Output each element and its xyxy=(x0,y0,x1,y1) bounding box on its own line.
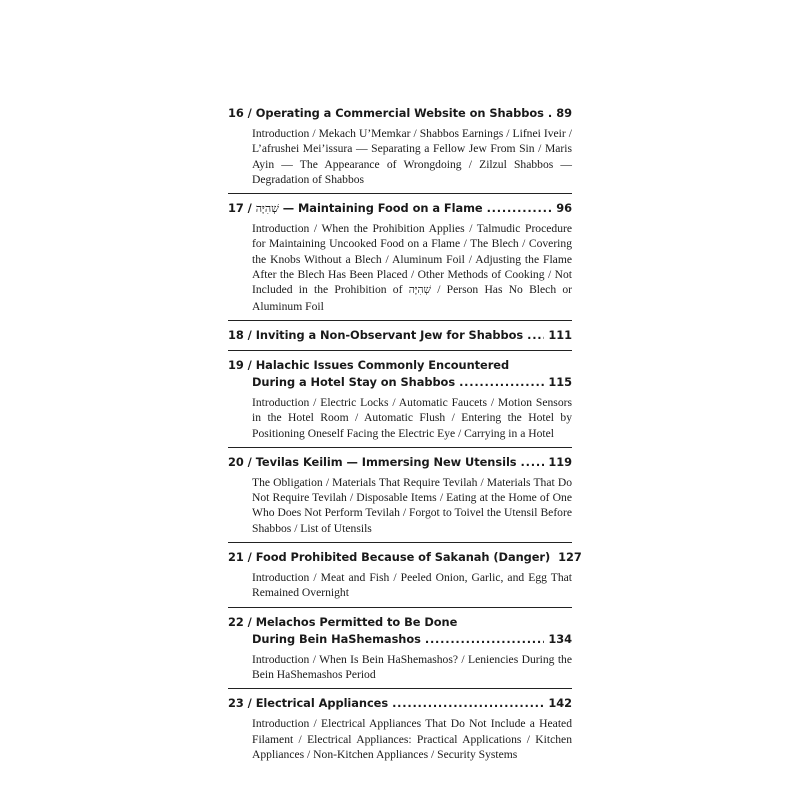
toc-entry-20 xyxy=(228,454,572,536)
chapter-title-line2: During a Hotel Stay on Shabbos xyxy=(252,374,456,389)
toc-entry-22 xyxy=(228,614,572,683)
dot-leader xyxy=(392,695,544,712)
chapter-description: Introduction / Electric Locks / Automatic Faucets / Motion Sensors in the Hotel Room / Automatic Flush / Entering the Hotel by Positioning Oneself Facing the Electric Eye / Carrying in a Hotel xyxy=(252,395,572,440)
chapter-heading[interactable] xyxy=(228,327,572,344)
chapter-heading[interactable] xyxy=(228,357,572,374)
dot-leader xyxy=(527,327,544,344)
description-text: / Person Has No Blech or Aluminum Foil xyxy=(252,283,572,313)
dot-leader xyxy=(521,454,545,471)
page-number: 96 xyxy=(556,201,572,216)
page-number: 119 xyxy=(548,454,572,469)
chapter-description: Introduction / Meat and Fish / Peeled Onion, Garlic, and Egg That Remained Overnight xyxy=(252,571,572,600)
chapter-number: 18 / xyxy=(228,327,252,342)
chapter-title: Inviting a Non-Observant Jew for Shabbos xyxy=(255,327,524,342)
dot-leader xyxy=(487,200,553,217)
chapter-heading[interactable] xyxy=(228,695,572,712)
divider xyxy=(228,193,572,194)
chapter-number: 22 / xyxy=(228,614,252,629)
chapter-heading[interactable] xyxy=(228,105,572,122)
chapter-heading[interactable] xyxy=(228,614,572,631)
chapter-title: Electrical Appliances xyxy=(255,696,389,711)
toc-entry-21 xyxy=(228,549,582,601)
chapter-number: 16 / xyxy=(228,106,252,120)
chapter-title-line2: During Bein HaShemashos xyxy=(252,631,421,646)
dot-leader xyxy=(548,105,552,122)
page-number: 127 xyxy=(558,550,582,565)
chapter-description: Introduction / Electrical Appliances That Do Not Include a Heated Filament / Electrical Appliances: Practical Applications / Kitchen Appliances / Non-Kitchen Appliances / Security Systems xyxy=(252,717,572,761)
chapter-description xyxy=(228,221,572,314)
chapter-title: Food Prohibited Because of Sakanah (Danger) xyxy=(255,550,551,565)
toc-entry-16 xyxy=(228,105,572,187)
divider xyxy=(228,688,572,689)
chapter-number: 20 / xyxy=(228,454,252,469)
toc-entry-18 xyxy=(228,327,572,344)
page-number: 115 xyxy=(548,374,572,389)
dot-leader xyxy=(459,374,544,391)
divider xyxy=(228,350,572,351)
page-number: 134 xyxy=(548,631,572,646)
chapter-description: Introduction / Mekach U’Memkar / Shabbos Earnings / Lifnei Iveir / L’afrushei Mei’issura — Separating a Fellow Jew From Sin / Maris Ayin — The Appearance of Wrongdoing / Zilzul Shabbos — Degradation of Shabbos xyxy=(252,127,572,186)
toc-entry-17 xyxy=(228,200,572,314)
toc-entry-23 xyxy=(228,695,572,762)
page-number: 142 xyxy=(548,696,572,711)
chapter-number: 19 / xyxy=(228,357,252,372)
divider xyxy=(228,320,572,321)
chapter-title-hebrew: שְׁהִיָּה xyxy=(255,202,279,216)
chapter-title: Tevilas Keilim — Immersing New Utensils xyxy=(255,454,517,469)
divider xyxy=(228,542,572,543)
chapter-title: Melachos Permitted to Be Done xyxy=(255,614,458,629)
chapter-heading[interactable] xyxy=(228,200,572,217)
chapter-title: — Maintaining Food on a Flame xyxy=(282,201,483,216)
table-of-contents xyxy=(228,105,582,762)
chapter-title: Operating a Commercial Website on Shabbos xyxy=(255,106,544,120)
chapter-description: Introduction / When Is Bein HaShemashos? / Leniencies During the Bein HaShemashos Period xyxy=(252,652,572,681)
page-number: 111 xyxy=(548,327,572,342)
divider xyxy=(228,447,572,448)
chapter-title: Halachic Issues Commonly Encountered xyxy=(255,357,510,372)
chapter-number: 21 / xyxy=(228,550,252,565)
chapter-number: 17 / xyxy=(228,201,252,216)
toc-entry-19 xyxy=(228,357,572,441)
description-hebrew: שְׁהִיָּה xyxy=(408,284,431,297)
chapter-number: 23 / xyxy=(228,696,252,711)
chapter-heading-continued[interactable] xyxy=(228,374,572,391)
divider xyxy=(228,607,572,608)
chapter-heading[interactable] xyxy=(228,549,582,566)
page-number: 89 xyxy=(556,106,572,120)
chapter-description: The Obligation / Materials That Require Tevilah / Materials That Do Not Require Tevilah / Disposable Items / Eating at the Home of One Who Does Not Perform Tevilah / Forgot to Toivel the Utensil Before Shabbos / List of Utensils xyxy=(252,475,572,535)
chapter-heading[interactable] xyxy=(228,454,572,471)
dot-leader xyxy=(425,631,545,648)
description-text: Introduction / When the Prohibition Applies / Talmudic Procedure for Maintaining Uncooked Food on a Flame / The Blech / Covering the Knobs Without a Blech / Aluminum Foil / Adjusting the Flame After the Blech Has Been Placed / Other Methods of Cooking / Not Included in the Prohibition of xyxy=(252,222,572,297)
chapter-heading-continued[interactable] xyxy=(228,631,572,648)
